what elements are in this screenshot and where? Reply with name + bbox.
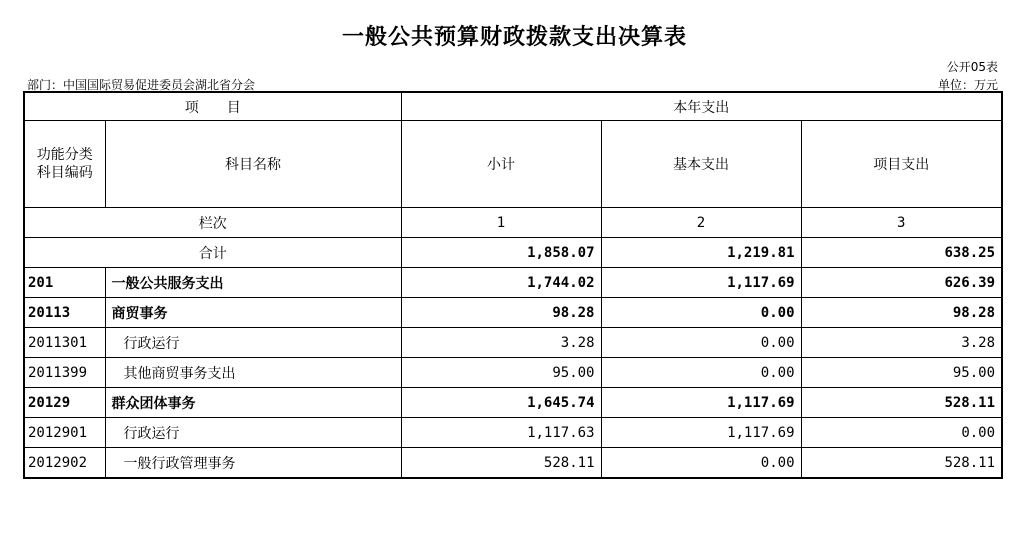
header-subtotal: 小计 — [401, 121, 601, 208]
row-basic: 0.00 — [601, 328, 801, 358]
row-project: 626.39 — [801, 268, 1002, 298]
report-title: 一般公共预算财政拨款支出决算表 — [341, 25, 687, 50]
row-subtotal: 1,645.74 — [401, 388, 601, 418]
row-basic: 0.00 — [601, 298, 801, 328]
row-name: 群众团体事务 — [105, 388, 401, 418]
table-row — [24, 268, 1002, 298]
row-name: 行政运行 — [105, 328, 401, 358]
row-name: 一般行政管理事务 — [105, 448, 401, 479]
header-subject-name: 科目名称 — [105, 121, 401, 208]
column-index-row — [24, 208, 1002, 238]
row-basic: 0.00 — [601, 358, 801, 388]
header-basic: 基本支出 — [601, 121, 801, 208]
row-project: 98.28 — [801, 298, 1002, 328]
row-project: 3.28 — [801, 328, 1002, 358]
row-subtotal: 1,744.02 — [401, 268, 601, 298]
column-index-1: 1 — [401, 208, 601, 238]
header-row-columns — [24, 121, 1002, 208]
header-current-year: 本年支出 — [401, 92, 1002, 121]
header-code-line1: 功能分类 — [36, 147, 93, 163]
department-label: 部门：中国国际贸易促进委员会湖北省分会 — [27, 78, 256, 92]
row-name: 一般公共服务支出 — [105, 268, 401, 298]
form-number: 公开05表 — [946, 60, 998, 74]
row-code: 2012902 — [24, 448, 105, 479]
header-row-top — [24, 92, 1002, 121]
row-code: 2011399 — [24, 358, 105, 388]
table-row — [24, 448, 1002, 479]
data-rows — [24, 268, 1002, 479]
row-basic: 1,117.69 — [601, 388, 801, 418]
row-subtotal: 95.00 — [401, 358, 601, 388]
header-function-code — [24, 121, 105, 208]
column-index-3: 3 — [801, 208, 1002, 238]
total-project: 638.25 — [801, 238, 1002, 268]
table-row — [24, 298, 1002, 328]
row-name: 行政运行 — [105, 418, 401, 448]
row-name: 商贸事务 — [105, 298, 401, 328]
row-basic: 1,117.69 — [601, 418, 801, 448]
row-code: 2011301 — [24, 328, 105, 358]
row-subtotal: 1,117.63 — [401, 418, 601, 448]
unit-label: 单位：万元 — [937, 78, 998, 92]
row-code: 201 — [24, 268, 105, 298]
row-project: 95.00 — [801, 358, 1002, 388]
total-basic: 1,219.81 — [601, 238, 801, 268]
row-project: 528.11 — [801, 448, 1002, 479]
row-name: 其他商贸事务支出 — [105, 358, 401, 388]
row-basic: 1,117.69 — [601, 268, 801, 298]
row-code: 2012901 — [24, 418, 105, 448]
row-code: 20113 — [24, 298, 105, 328]
total-row — [24, 238, 1002, 268]
table-row — [24, 388, 1002, 418]
row-project: 528.11 — [801, 388, 1002, 418]
row-project: 0.00 — [801, 418, 1002, 448]
table-row — [24, 328, 1002, 358]
row-subtotal: 528.11 — [401, 448, 601, 479]
table-row — [24, 418, 1002, 448]
column-index-2: 2 — [601, 208, 801, 238]
row-basic: 0.00 — [601, 448, 801, 479]
row-code: 20129 — [24, 388, 105, 418]
expenditure-table — [23, 91, 1003, 479]
header-project: 项目支出 — [801, 121, 1002, 208]
table-row — [24, 358, 1002, 388]
header-item: 项 目 — [24, 92, 401, 121]
row-subtotal: 98.28 — [401, 298, 601, 328]
total-subtotal: 1,858.07 — [401, 238, 601, 268]
header-code-line2: 科目编码 — [36, 165, 93, 181]
column-index-label: 栏次 — [24, 208, 401, 238]
row-subtotal: 3.28 — [401, 328, 601, 358]
total-label: 合计 — [24, 238, 401, 268]
